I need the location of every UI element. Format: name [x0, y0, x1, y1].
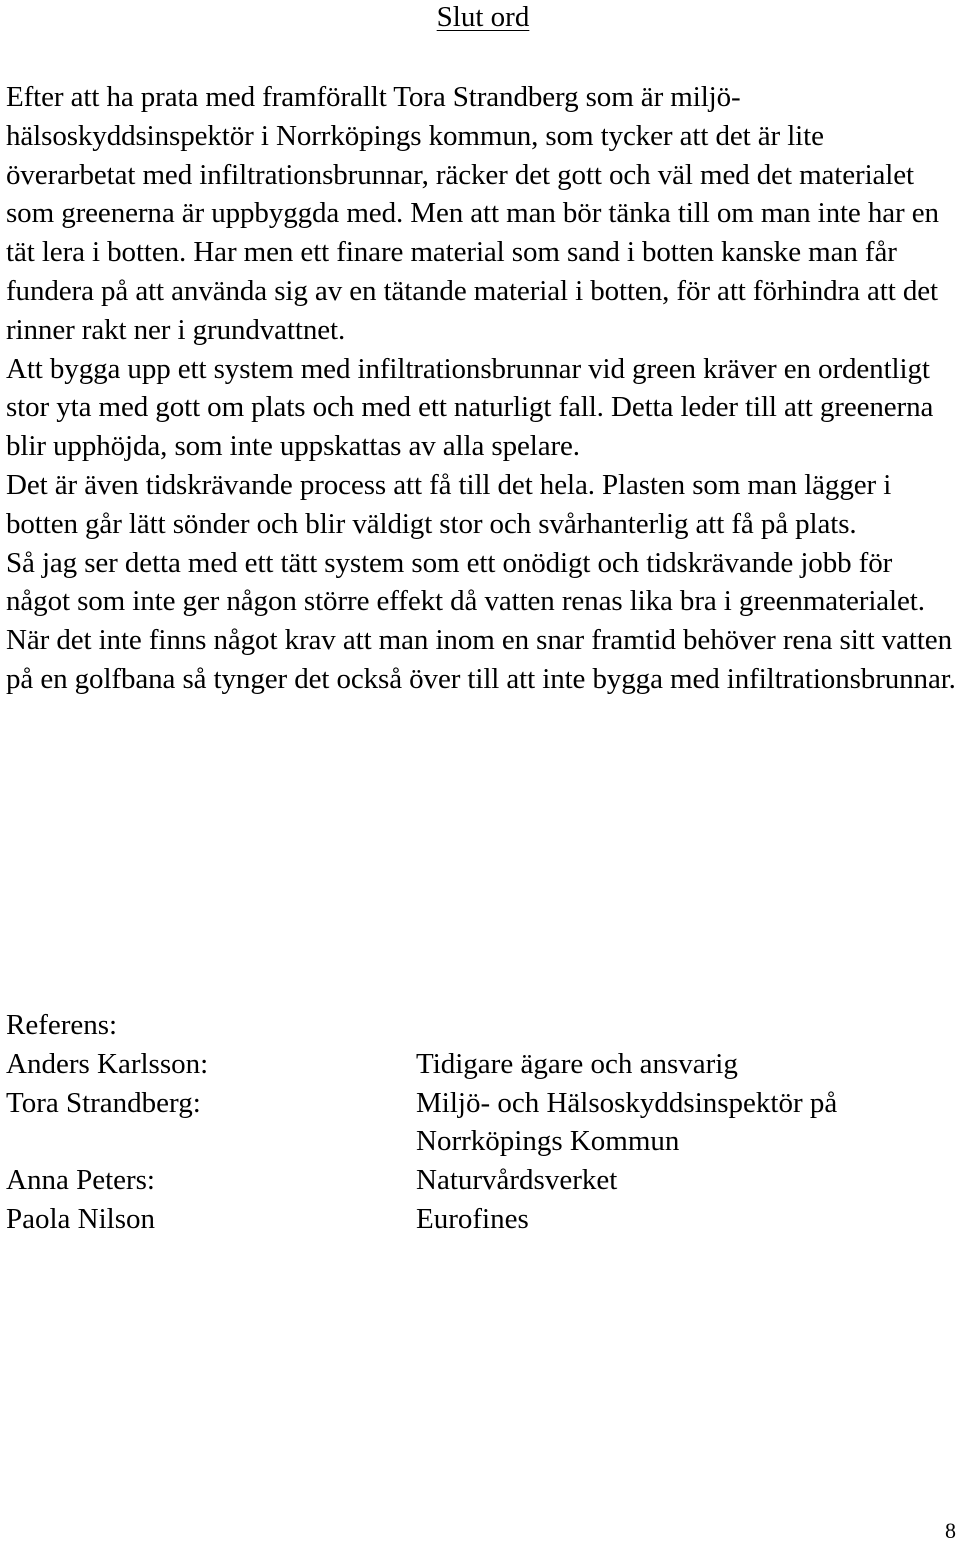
page-title: Slut ord	[436, 1, 530, 33]
reference-organization: Miljö- och Hälsoskyddsinspektör på Norrköpings Kommun	[416, 1086, 838, 1158]
paragraph: Så jag ser detta med ett tätt system som ett onödigt och tidskrävande jobb för något som inte ger någon större effekt då vatten renas lika bra i greenmaterialet. När det inte finns något krav att man inom en snar framtid behöver rena sitt vatten på en golfbana så tynger det också över till att inte bygga med infiltrationsbrunnar.	[6, 546, 956, 695]
reference-name: Paola Nilson	[6, 1202, 156, 1235]
references-section	[6, 1006, 946, 1239]
reference-row	[6, 1084, 946, 1162]
reference-organization: Naturvårdsverket	[416, 1164, 618, 1197]
page-number: 8	[945, 1518, 956, 1543]
reference-row	[6, 1161, 946, 1200]
paragraph: Det är även tidskrävande process att få till det hela. Plasten som man lägger i botten går lätt sönder och blir väldigt stor och svårhanterlig att få på plats.	[6, 468, 892, 540]
reference-row	[6, 1200, 946, 1239]
reference-organization: Tidigare ägare och ansvarig	[416, 1047, 738, 1080]
reference-name: Anders Karlsson:	[6, 1047, 209, 1080]
reference-name: Anna Peters:	[6, 1164, 155, 1197]
paragraph: Efter att ha prata med framförallt Tora Strandberg som är miljö-hälsoskyddsinspektör i Norrköpings kommun, som tycker att det är lite överarbetat med infiltrationsbrunnar, räcker det gott och väl med det materialet som greenerna är uppbyggda med. Men att man bör tänka till om man inte har en tät lera i botten. Har men ett finare material som sand i botten kanske man får fundera på att använda sig av en tätande material i botten, för att förhindra att det rinner rakt ner i grundvattnet.	[6, 81, 939, 346]
reference-organization: Eurofines	[416, 1202, 529, 1235]
reference-name: Tora Strandberg:	[6, 1086, 201, 1119]
references-heading: Referens:	[6, 1009, 118, 1041]
reference-row	[6, 1045, 946, 1084]
body-text	[6, 78, 958, 699]
paragraph: Att bygga upp ett system med infiltrationsbrunnar vid green kräver en ordentligt stor yta med gott om plats och med ett naturligt fall. Detta leder till att greenerna blir upphöjda, som inte uppskattas av alla spelare.	[6, 352, 934, 463]
